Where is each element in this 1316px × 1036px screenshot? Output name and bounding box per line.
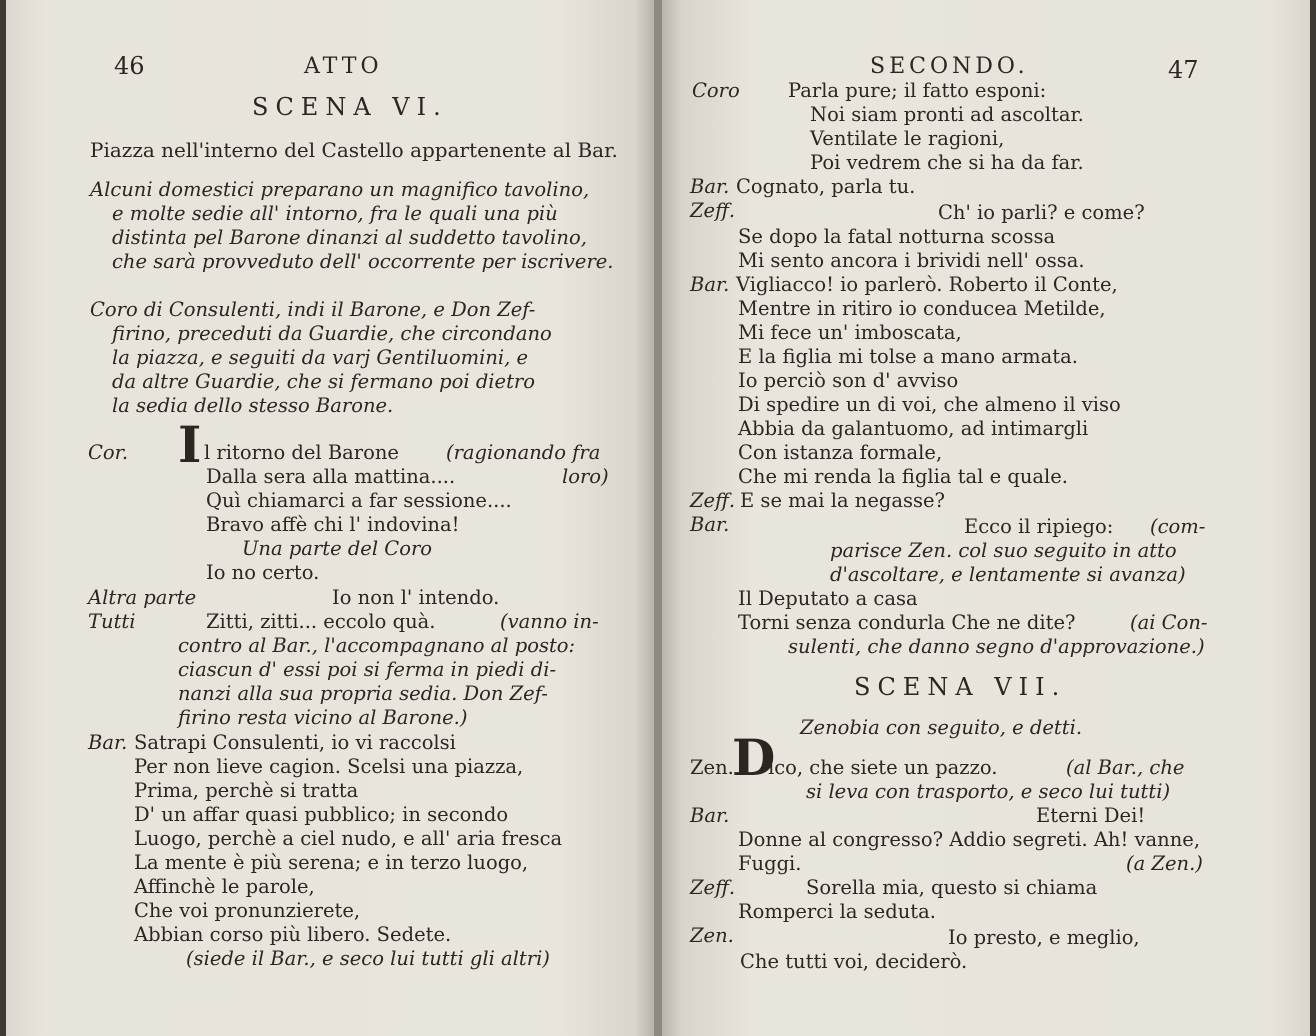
verse-line: l ritorno del Barone [204,441,399,464]
verse-line: Donne al congresso? Addio segreti. Ah! vanne, [738,828,1201,851]
stage-direction: la piazza, e seguiti da varj Gentiluomini, e [112,346,529,369]
stage-direction: (com- [1150,515,1206,538]
verse-line: Che tutti voi, deciderò. [740,950,968,973]
stage-direction: nanzi alla sua propria sedia. Don Zef- [178,682,548,705]
speaker-label: Zeff. [690,489,736,512]
verse-line: Cognato, parla tu. [736,175,916,198]
verse-line: ico, che siete un pazzo. [768,756,998,779]
verse-line: Affinchè le parole, [134,875,315,898]
speaker-label: Zeff. [690,876,736,899]
stage-direction: (ragionando fra [446,441,601,464]
stage-direction: firino resta vicino al Barone.) [178,706,468,729]
speaker-label: Zen. [690,756,734,779]
speaker-label: Zeff. [690,199,736,222]
verse-line: Mi sento ancora i brividi nell' ossa. [738,249,1085,272]
running-head: ATTO [304,54,383,79]
left-page [6,0,654,1036]
speaker-label: Zen. [690,924,734,947]
verse-line: Abbian corso più libero. Sedete. [134,923,452,946]
stage-direction: Coro di Consulenti, indi il Barone, e Don Zef- [90,298,536,321]
verse-line: Per non lieve cagion. Scelsi una piazza, [134,755,524,778]
verse-line: Zitti, zitti... eccolo quà. [206,610,436,633]
verse-line: Mi fece un' imboscata, [738,321,962,344]
verse-line: Parla pure; il fatto esponi: [788,79,1047,102]
page-number: 46 [114,52,145,80]
drop-cap: D [732,728,776,787]
verse-line: Il Deputato a casa [738,587,918,610]
verse-line: Ecco il ripiego: [964,515,1114,538]
verse-line: Che mi renda la figlia tal e quale. [738,465,1068,488]
book-gutter [654,0,662,1036]
speaker-label: Altra parte [88,586,197,609]
verse-line: D' un affar quasi pubblico; in secondo [134,803,509,826]
verse-line: Sorella mia, questo si chiama [806,876,1098,899]
verse-line: Se dopo la fatal notturna scossa [738,225,1056,248]
stage-direction: contro al Bar., l'accompagnano al posto: [178,634,576,657]
stage-direction: (vanno in- [500,610,599,633]
stage-direction: d'ascoltare, e lentamente si avanza) [830,563,1186,586]
verse-line: Noi siam pronti ad ascoltar. [810,103,1084,126]
page-number: 47 [1168,56,1199,84]
stage-direction: sulenti, che danno segno d'approvazione.) [788,635,1205,658]
speaker-label: Cor. [88,441,129,464]
verse-line: Io presto, e meglio, [948,926,1140,949]
stage-direction: da altre Guardie, che si fermano poi dietro [112,370,535,393]
verse-line: Eterni Dei! [1036,804,1146,827]
stage-direction: (siede il Bar., e seco lui tutti gli altri) [186,947,550,970]
verse-line: Abbia da galantuomo, ad intimargli [738,417,1089,440]
verse-line: Mentre in ritiro io conducea Metilde, [738,297,1106,320]
stage-direction: distinta pel Barone dinanzi al suddetto tavolino, [112,226,587,249]
verse-line: Vigliacco! io parlerò. Roberto il Conte, [736,273,1118,296]
speaker-label: Bar. [88,731,128,754]
speaker-label: Bar. [690,513,730,536]
speaker-label: Coro [692,79,740,102]
verse-line: Che voi pronunzierete, [134,899,361,922]
verse-line: Io no certo. [206,561,320,584]
speaker-label: Bar. [690,804,730,827]
stage-direction: la sedia dello stesso Barone. [112,394,394,417]
verse-line: Ventilate le ragioni, [810,127,1005,150]
stage-direction: Alcuni domestici preparano un magnifico tavolino, [90,178,590,201]
stage-direction: ciascun d' essi poi si ferma in piedi di- [178,658,557,681]
verse-line: Satrapi Consulenti, io vi raccolsi [134,731,456,754]
scene-title: SCENA VII. [854,673,1067,701]
scene-title: SCENA VI. [252,93,448,121]
stage-direction: (al Bar., che [1066,756,1185,779]
verse-line: La mente è più serena; e in terzo luogo, [134,851,529,874]
verse-line: Io non l' intendo. [332,586,500,609]
verse-line: E se mai la negasse? [740,489,946,512]
verse-line: Io perciò son d' avviso [738,369,959,392]
verse-line: Romperci la seduta. [738,900,936,923]
stage-direction: (a Zen.) [1126,852,1203,875]
stage-direction: (ai Con- [1130,611,1208,634]
stage-direction: si leva con trasporto, e seco lui tutti) [806,780,1171,803]
speaker-label: Tutti [88,610,136,633]
verse-line: Con istanza formale, [738,441,943,464]
verse-line: Torni senza condurla Che ne dite? [738,611,1076,634]
verse-line: Quì chiamarci a far sessione.... [206,489,512,512]
speaker-label: Una parte del Coro [242,537,433,560]
running-head: SECONDO. [870,54,1029,79]
verse-line: Di spedire un di voi, che almeno il viso [738,393,1121,416]
stage-direction: loro) [562,465,609,488]
verse-line: Fuggi. [738,852,802,875]
drop-cap: I [178,415,202,474]
verse-line: Prima, perchè si tratta [134,779,359,802]
stage-direction: che sarà provveduto dell' occorrente per iscrivere. [112,250,614,273]
verse-line: E la figlia mi tolse a mano armata. [738,345,1078,368]
verse-line: Ch' io parli? e come? [938,201,1145,224]
right-page [662,0,1310,1036]
verse-line: Poi vedrem che si ha da far. [810,151,1084,174]
speaker-label: Bar. [690,273,730,296]
stage-direction: parisce Zen. col suo seguito in atto [830,539,1177,562]
verse-line: Bravo affè chi l' indovina! [206,513,460,536]
verse-line: Luogo, perchè a ciel nudo, e all' aria fresca [134,827,563,850]
speaker-label: Bar. [690,175,730,198]
stage-direction: firino, preceduti da Guardie, che circondano [112,322,552,345]
scene-setting: Piazza nell'interno del Castello appartenente al Bar. [90,138,618,162]
stage-direction: e molte sedie all' intorno, fra le quali una più [112,202,558,225]
verse-line: Dalla sera alla mattina.... [206,465,456,488]
scene-characters: Zenobia con seguito, e detti. [800,716,1083,739]
